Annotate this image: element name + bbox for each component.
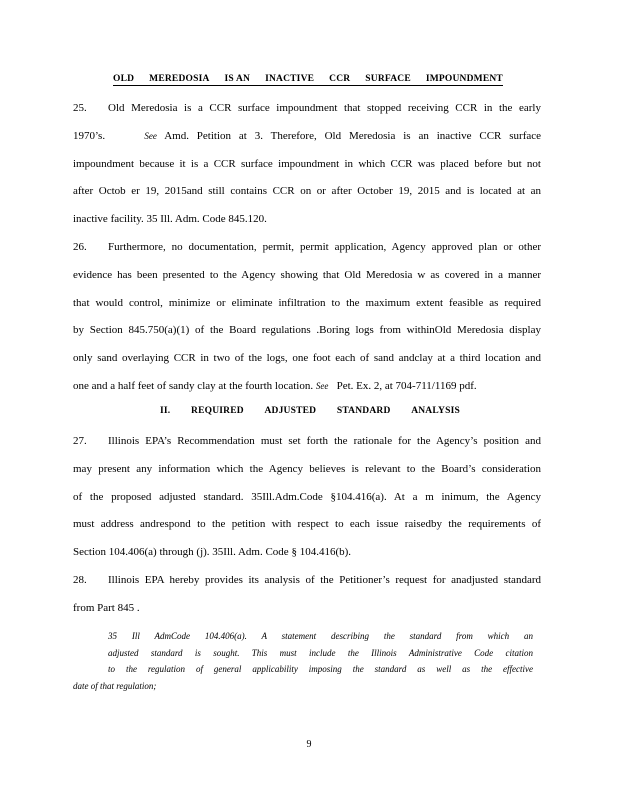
paragraph-line: Illinois EPA’s Recommendation must set forth the rationale for the Agency’s position and — [108, 435, 541, 447]
paragraph-line: may present any information which the Agency believes is relevant to the Board’s consideration — [73, 462, 541, 475]
heading-word: ANALYSIS — [411, 406, 460, 416]
paragraph-line: impoundment because it is a CCR surface impoundment in which CCR was placed before but not — [73, 157, 541, 170]
heading-word: IMPOUNDMENT — [425, 74, 503, 84]
heading-word: CCR — [329, 74, 351, 84]
quote-line: adjusted standard is sought. This must include the Illinois Administrative Code citation — [108, 647, 533, 658]
quote-line: 35 Ill AdmCode 104.406(a). A statement describing the standard from which an — [108, 631, 533, 641]
paragraph-27 — [73, 434, 541, 573]
quote-line: date of that regulation; — [73, 680, 157, 691]
heading-word: IS AN — [224, 74, 251, 84]
see-signal: See — [315, 380, 329, 391]
paragraph-line: inactive facility. 35 Ill. Adm. Code 845.120. — [73, 213, 267, 226]
paragraph-line: after Octob er 19, 2015and still contains CCR on or after October 19, 2015 and is located at an — [73, 185, 541, 198]
heading-word: II. — [160, 406, 171, 416]
regulation-quote — [73, 630, 533, 696]
paragraph-line: one and a half feet of sandy clay at the fourth location. — [73, 379, 314, 392]
paragraph-number: 28. — [73, 574, 87, 586]
heading-word: INACTIVE — [265, 74, 315, 84]
section-heading-required-adjusted-standard — [160, 406, 460, 416]
see-signal: See — [144, 130, 157, 141]
paragraph-number: 26. — [73, 241, 87, 253]
paragraph-line: of the proposed adjusted standard. 35Ill.Adm.Code §104.416(a). At a m inimum, the Agency — [73, 490, 541, 503]
paragraph-line: only sand overlaying CCR in two of the logs, one foot each of sand andclay at a third location and — [73, 352, 541, 365]
paragraph-number: 25. — [73, 102, 87, 114]
heading-word: STANDARD — [336, 406, 391, 416]
paragraph-line: Pet. Ex. 2, at 704-711/1169 pdf. — [336, 379, 477, 392]
paragraph-line: Amd. Petition at 3. Therefore, Old Meredosia is an inactive CCR surface — [164, 129, 541, 142]
section-heading-old-meredosia — [113, 74, 503, 86]
paragraph-line: from Part 845 . — [73, 601, 140, 614]
page-number: 9 — [306, 739, 312, 750]
paragraph-28 — [73, 573, 541, 629]
paragraph-26 — [73, 240, 541, 407]
paragraph-25 — [73, 101, 541, 240]
paragraph-line: must address andrespond to the petition with respect to each issue raisedby the requirements of — [73, 518, 541, 531]
quote-line: to the regulation of general applicability imposing the standard as well as the effective — [108, 664, 533, 674]
paragraph-line: Old Meredosia is a CCR surface impoundment that stopped receiving CCR in the early — [108, 102, 541, 114]
paragraph-line: that would control, minimize or eliminate infiltration to the maximum extent feasible as required — [73, 296, 541, 309]
paragraph-number: 27. — [73, 435, 87, 447]
paragraph-line: 1970’s. — [73, 129, 106, 142]
heading-word: REQUIRED — [191, 406, 244, 416]
paragraph-line: Furthermore, no documentation, permit, permit application, Agency approved plan or other — [108, 241, 541, 253]
heading-word: MEREDOSIA — [149, 74, 210, 84]
paragraph-line: evidence has been presented to the Agency showing that Old Meredosia w as covered in a manner — [73, 268, 541, 281]
paragraph-line: Illinois EPA hereby provides its analysis of the Petitioner’s request for anadjusted standard — [108, 574, 541, 586]
heading-word: OLD — [113, 74, 135, 84]
paragraph-line: Section 104.406(a) through (j). 35Ill. Adm. Code § 104.416(b). — [73, 546, 352, 559]
heading-word: SURFACE — [365, 74, 411, 84]
paragraph-line: by Section 845.750(a)(1) of the Board regulations .Boring logs from withinOld Meredosia display — [73, 324, 541, 337]
heading-word: ADJUSTED — [264, 406, 317, 416]
